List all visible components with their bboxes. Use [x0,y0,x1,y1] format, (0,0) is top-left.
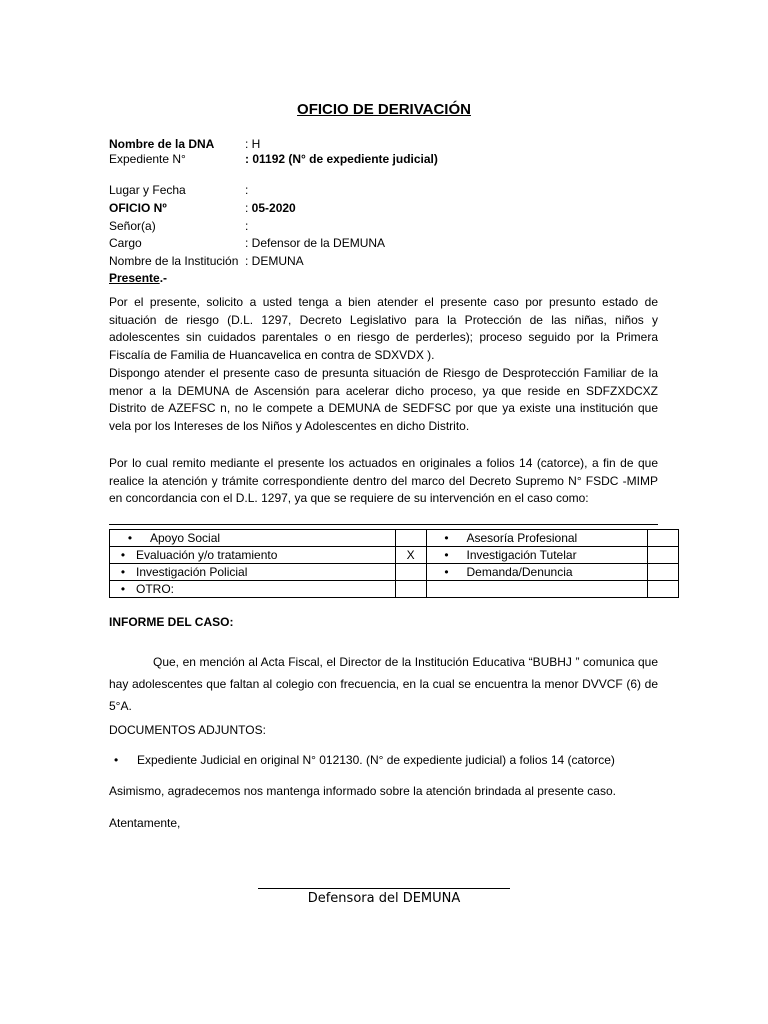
service-cell [426,564,648,581]
presente-wrap [109,271,167,286]
service-mark[interactable] [648,564,679,581]
adjuntos-item [114,753,615,767]
service-label: Investigación Tutelar [466,548,577,562]
body-paragraph-1: Por el presente, solicito a usted tenga a bien atender el presente caso por presunto estado de situación de riesgo (D.L. 1297, Decreto Legislativo para la Protección de las niñas, niños y adolescentes sin cuidados parentales o en riesgo de perderles); proceso seguido por la Primera Fiscalía de Familia de Huancavelica en contra de SDXVDX ). [109,295,658,362]
service-mark[interactable] [648,530,679,547]
adjuntos-item-text: Expediente Judicial en original N° 012130. (N° de expediente judicial) a folios 14 (catorce) [137,753,615,767]
bullet-icon: • [120,582,126,596]
table-row [110,547,679,564]
service-label: Demanda/Denuncia [466,565,573,579]
oficio-value: 05-2020 [251,201,296,215]
oficio-value-wrap [245,201,296,216]
expediente-value: : 01192 (N° de expediente judicial) [245,152,438,166]
service-cell [110,581,396,598]
signature-line [258,888,510,889]
closing-regards: Atentamente, [109,816,181,830]
bullet-icon: • [444,565,449,579]
cargo-value: : Defensor de la DEMUNA [245,236,386,250]
service-cell [110,547,396,564]
senor-label: Señor(a) [109,219,156,233]
service-label: Evaluación y/o tratamiento [136,548,278,562]
service-cell [110,530,396,547]
body-paragraph-2: Dispongo atender el presente caso de presunta situación de Riesgo de Desprotección Familiar de la menor a la DEMUNA de Ascensión para acelerar dicho proceso, ya que reside en SDFZXDCXZ Distrito de AZEFSC n, no le compete a DEMUNA de SEDFSC por que ya existe una institución que vela por los Intereses de los Niños y Adolescentes en dicho Distrito. [109,366,658,433]
table-row [110,530,679,547]
bullet-icon: • [120,548,126,562]
document-title: OFICIO DE DERIVACIÓN [297,101,471,118]
service-mark[interactable]: X [395,547,426,564]
service-label: Investigación Policial [136,565,248,579]
service-mark[interactable] [395,564,426,581]
institucion-label: Nombre de la Institución [109,254,239,268]
service-cell [426,530,648,547]
lugar-value: : [245,183,249,197]
body-paragraph-3: Por lo cual remito mediante el presente los actuados en originales a folios 14 (catorce), a fin de que realice la atención y trámite correspondiente dentro del marco del Decreto Supremo N° FSDC -MIMP en concordancia con el D.L. 1297, ya que se requiere de su intervención en el caso como: [109,456,658,506]
oficio-label: OFICIO Nº [109,201,167,215]
service-label: Apoyo Social [150,531,221,545]
presente-suffix: .- [159,271,168,285]
informe-text: Que, en mención al Acta Fiscal, el Director de la Institución Educativa “BUBHJ ” comunica que hay adolescentes que faltan al colegio con frecuencia, en la cual se encuentra la menor DVVCF (6) de 5°A. [109,655,658,713]
adjuntos-heading: DOCUMENTOS ADJUNTOS: [109,723,266,737]
cargo-label: Cargo [109,236,142,250]
expediente-label: Expediente N° [109,152,186,166]
senor-value: : [245,219,249,233]
service-mark[interactable] [648,547,679,564]
informe-heading: INFORME DEL CASO: [109,615,234,629]
bullet-icon: • [127,531,133,545]
service-label: Asesoría Profesional [466,531,578,545]
service-mark[interactable] [395,530,426,547]
signature-name: Defensora del DEMUNA [307,891,461,906]
presente-label: Presente [109,271,160,285]
service-cell [426,581,648,598]
dna-value: : H [245,137,261,151]
service-cell [426,547,648,564]
bullet-icon: • [444,531,449,545]
bullet-icon: • [120,565,126,579]
table-row [110,581,679,598]
service-cell [110,564,396,581]
bullet-icon: • [114,753,119,767]
section-divider [109,524,658,525]
services-table [109,529,679,598]
service-mark[interactable] [648,581,679,598]
dna-label: Nombre de la DNA [109,137,215,151]
service-mark[interactable] [395,581,426,598]
table-row [110,564,679,581]
closing-thanks: Asimismo, agradecemos nos mantenga informado sobre la atención brindada al presente caso. [109,784,616,798]
institucion-value: : DEMUNA [245,254,304,268]
bullet-icon: • [444,548,449,562]
oficio-colon: : [245,201,252,215]
service-label: OTRO: [136,582,174,596]
lugar-label: Lugar y Fecha [109,183,186,197]
